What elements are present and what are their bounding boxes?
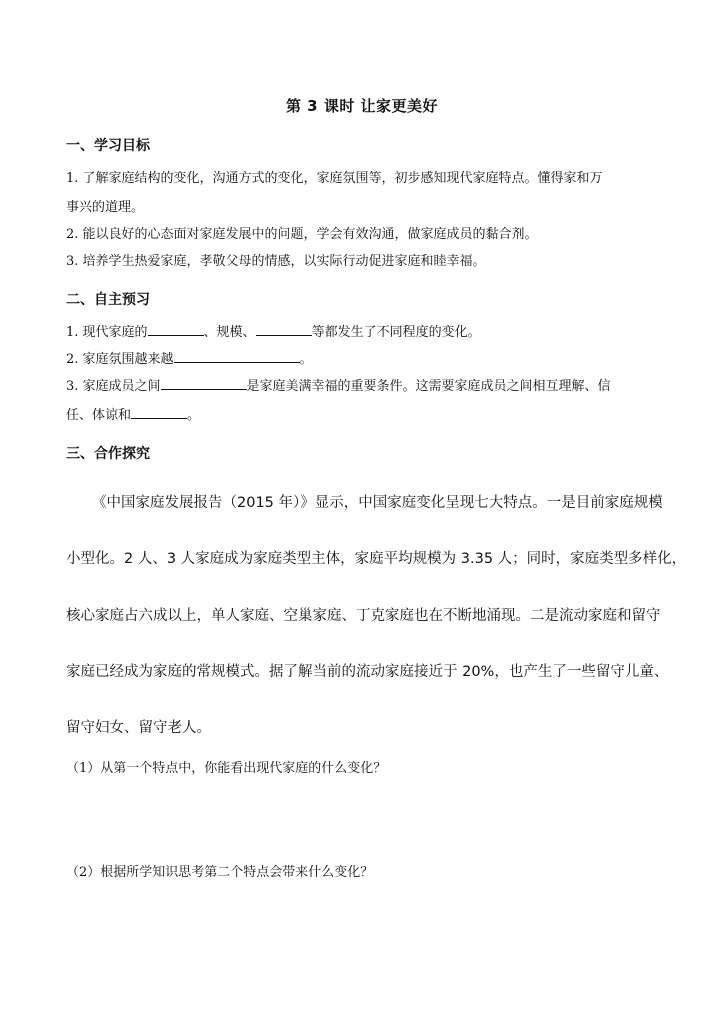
q3b-prefix: 任、体谅和 [66,408,132,423]
preview-question-3 [66,372,666,401]
preview-question-3-cont [66,401,666,430]
q3b-suffix: 。 [187,408,201,423]
section-heading-objectives: 一、学习目标 [66,138,150,154]
fill-blank-1[interactable] [148,323,204,336]
q1-prefix: 1. 现代家庭的 [66,325,148,340]
q1-suffix: 等都发生了不同程度的变化。 [311,325,481,340]
report-paragraph-line-1: 《中国家庭发展报告（2015 年）》显示，中国家庭变化呈现七大特点。一是目前家庭规模 [92,495,663,511]
fill-blank-2[interactable] [256,323,312,336]
q1-middle: 、规模、 [203,325,256,340]
objective-2: 2. 能以良好的心态面对家庭发展中的问题，学会有效沟通，做家庭成员的黏合剂。 [66,227,538,242]
q2-suffix: 。 [299,352,313,367]
preview-question-2 [66,345,666,374]
q3-prefix: 3. 家庭成员之间 [66,379,161,394]
fill-blank-4[interactable] [161,377,247,390]
inquiry-question-2: （2）根据所学知识思考第二个特点会带来什么变化？ [66,865,374,880]
report-paragraph-line-3: 核心家庭占六成以上，单人家庭、空巢家庭、丁克家庭也在不断地涌现。二是流动家庭和留守 [66,608,661,624]
inquiry-question-1: （1）从第一个特点中，你能看出现代家庭的什么变化？ [66,761,387,776]
objective-1-line-a: 1. 了解家庭结构的变化，沟通方式的变化，家庭氛围等，初步感知现代家庭特点。懂得家和万 [66,171,603,186]
fill-blank-3[interactable] [174,350,300,363]
report-paragraph-line-4: 家庭已经成为家庭的常规模式。据了解当前的流动家庭接近于 20%，也产生了一些留守儿童、 [66,664,669,680]
preview-question-1 [66,318,666,347]
objective-1-line-b: 事兴的道理。 [66,200,145,215]
report-paragraph-line-5: 留守妇女、留守老人。 [66,720,211,736]
objective-3: 3. 培养学生热爱家庭，孝敬父母的情感，以实际行动促进家庭和睦幸福。 [66,254,486,269]
page-title: 第 3 课时 让家更美好 [285,97,439,115]
section-heading-preview: 二、自主预习 [66,292,150,308]
q2-prefix: 2. 家庭氛围越来越 [66,352,174,367]
section-heading-inquiry: 三、合作探究 [66,446,150,462]
report-paragraph-line-2: 小型化。2 人、3 人家庭成为家庭类型主体，家庭平均规模为 3.35 人；同时，家庭类型多样化， [66,551,687,567]
fill-blank-5[interactable] [131,406,187,419]
q3-suffix: 是家庭美满幸福的重要条件。这需要家庭成员之间相互理解、信 [246,379,611,394]
